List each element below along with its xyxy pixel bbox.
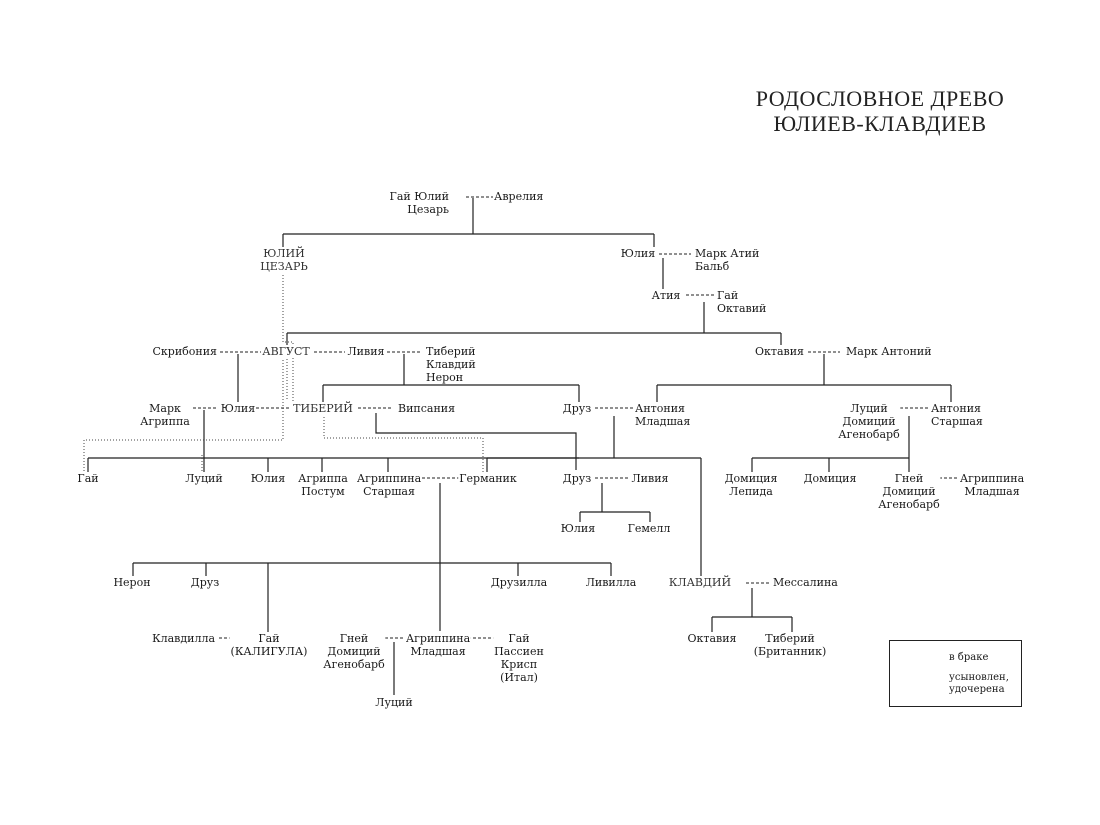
person-antoniya-mladshaya: Антония Младшая — [635, 402, 691, 428]
person-tiberiy: ТИБЕРИЙ — [293, 402, 353, 415]
person-mark-atiy-balb: Марк Атий Бальб — [695, 247, 760, 273]
person-luciy-domiciy-agenobarb: Луций Домиций Агенобарб — [838, 402, 900, 441]
legend-adopted-label: усыновлен, удочерена — [949, 672, 1009, 695]
person-gai: Гай — [77, 472, 99, 485]
person-klavdiy: КЛАВДИЙ — [668, 576, 732, 589]
person-oktaviya-daughter: Октавия — [687, 632, 737, 645]
person-gai-passien-krisp: Гай Пассиен Крисп (Итал) — [494, 632, 544, 684]
person-gai-yuliy-cezar: Гай Юлий Цезарь — [389, 190, 449, 216]
person-liviya: Ливия — [347, 345, 385, 358]
person-yuliya-daughter: Юлия — [220, 402, 256, 415]
legend-married-label: в браке — [949, 652, 989, 663]
person-mark-antoniy: Марк Антоний — [846, 345, 932, 358]
person-vipsaniya: Випсания — [398, 402, 456, 415]
person-gemell: Гемелл — [627, 522, 671, 535]
person-druzilla: Друзилла — [490, 576, 548, 589]
person-yuliya-drusus-daughter: Юлия — [560, 522, 596, 535]
person-messalina: Мессалина — [773, 576, 838, 589]
person-oktaviya: Октавия — [754, 345, 804, 358]
person-atiya: Атия — [651, 289, 681, 302]
person-agrippa-postum: Агриппа Постум — [298, 472, 348, 498]
person-yuliya-sister: Юлия — [620, 247, 656, 260]
person-yuliya-granddaughter: Юлия — [250, 472, 286, 485]
person-klavdilla: Клавдилла — [152, 632, 215, 645]
person-agrippina-mladshaya: Агриппина Младшая — [405, 632, 471, 658]
person-druz-son: Друз — [190, 576, 220, 589]
title-line-2: ЮЛИЕВ-КЛАВДИЕВ — [773, 111, 987, 136]
person-tiberiy-britannik: Тиберий (Британник) — [753, 632, 827, 658]
title-line-1: РОДОСЛОВНОЕ ДРЕВО — [755, 86, 1005, 111]
person-gney-domiciy-agenobarb-top: Гней Домиций Агенобарб — [878, 472, 940, 511]
person-germanik: Германик — [459, 472, 517, 485]
person-avgust: АВГУСТ — [262, 345, 310, 358]
person-skriboniya: Скрибония — [152, 345, 217, 358]
person-druz-younger: Друз — [562, 472, 592, 485]
person-yuliy-cezar: ЮЛИЙ ЦЕЗАРЬ — [260, 247, 308, 273]
person-gai-kaligula: Гай (КАЛИГУЛА) — [230, 632, 308, 658]
person-tiberiy-klavdiy-neron: Тиберий Клавдий Нерон — [426, 345, 476, 384]
person-agrippina-starshaya: Агриппина Старшая — [356, 472, 422, 498]
person-neron: Нерон — [113, 576, 151, 589]
person-luciy-neron: Луций — [375, 696, 413, 709]
person-domiciya: Домиция — [803, 472, 857, 485]
person-luciy: Луций — [185, 472, 223, 485]
person-antoniya-starshaya: Антония Старшая — [931, 402, 983, 428]
person-druz-elder: Друз — [562, 402, 592, 415]
person-liviya-livilla: Ливия — [631, 472, 669, 485]
person-avreliya: Аврелия — [494, 190, 544, 203]
person-gney-domiciy-agenobarb: Гней Домиций Агенобарб — [323, 632, 385, 671]
person-mark-agrippa: Марк Агриппа — [140, 402, 190, 428]
person-agrippina-mladshaya-top: Агриппина Младшая — [959, 472, 1025, 498]
person-livilla: Ливилла — [585, 576, 637, 589]
person-gai-oktaviy: Гай Октавий — [717, 289, 767, 315]
person-domiciya-lepida: Домиция Лепида — [724, 472, 778, 498]
